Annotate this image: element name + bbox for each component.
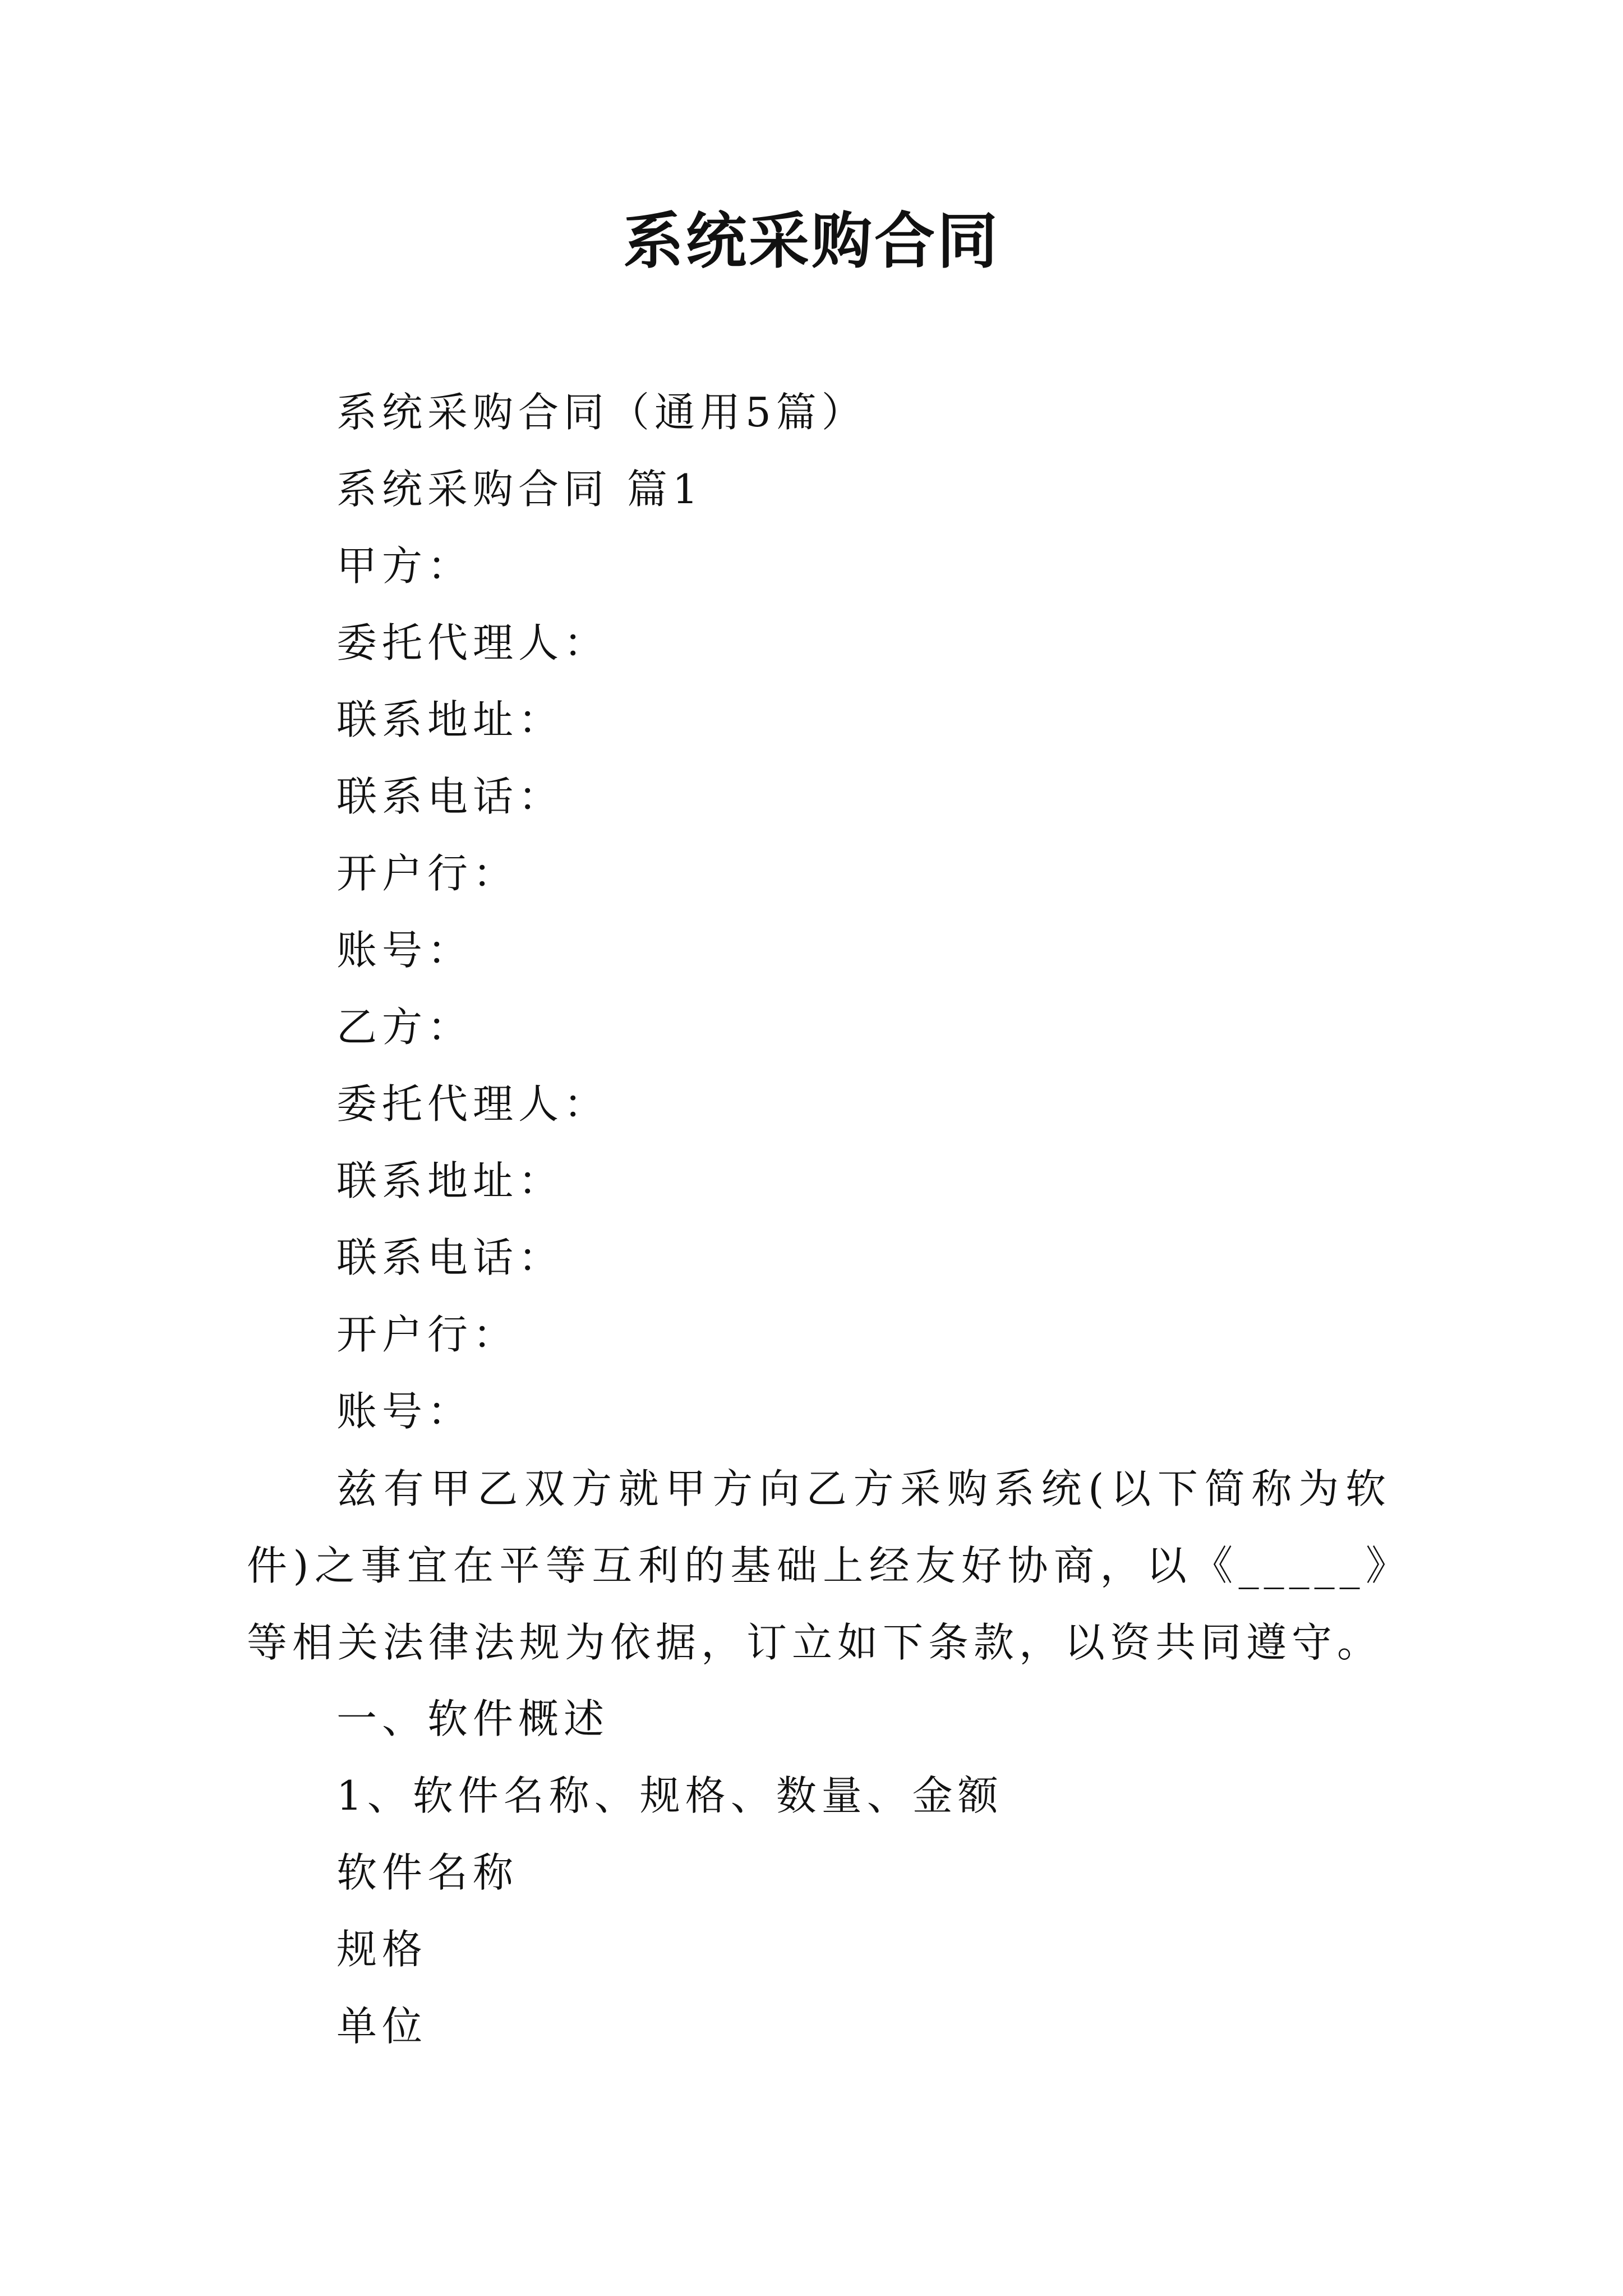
party-a-phone-label: 联系电话： [336, 773, 564, 820]
party-b-agent-label: 委托代理人： [336, 1080, 610, 1128]
party-b-account-label: 账号： [336, 1388, 473, 1435]
party-a-bank-label: 开户行： [336, 850, 519, 897]
party-b-phone-label: 联系电话： [336, 1234, 564, 1281]
table-field-unit: 单位 [336, 2003, 428, 2050]
party-a-account-label: 账号： [336, 927, 473, 974]
party-b-address-label: 联系地址： [336, 1157, 564, 1204]
table-field-spec: 规格 [336, 1926, 428, 1973]
document-subtitle: 系统采购合同（通用5篇） [336, 389, 867, 436]
party-a-label: 甲方： [336, 542, 473, 590]
clause-1-heading: 一、软件概述 [336, 1695, 610, 1742]
section-heading: 系统采购合同 篇1 [336, 466, 703, 513]
preamble-paragraph: 兹有甲乙双方就甲方向乙方采购系统(以下简称为软件)之事宜在平等互利的基础上经友好协商，以《_____》等相关法律法规为依据，订立如下条款，以资共同遵守。 [247, 1465, 1391, 1666]
party-b-bank-label: 开户行： [336, 1311, 519, 1358]
clause-1-1: 1、软件名称、规格、数量、金额 [336, 1772, 1003, 1819]
table-field-software-name: 软件名称 [336, 1849, 519, 1896]
party-a-agent-label: 委托代理人： [336, 619, 610, 666]
document-title: 系统采购合同 [623, 206, 1000, 277]
party-a-address-label: 联系地址： [336, 696, 564, 743]
party-b-label: 乙方： [336, 1004, 473, 1051]
